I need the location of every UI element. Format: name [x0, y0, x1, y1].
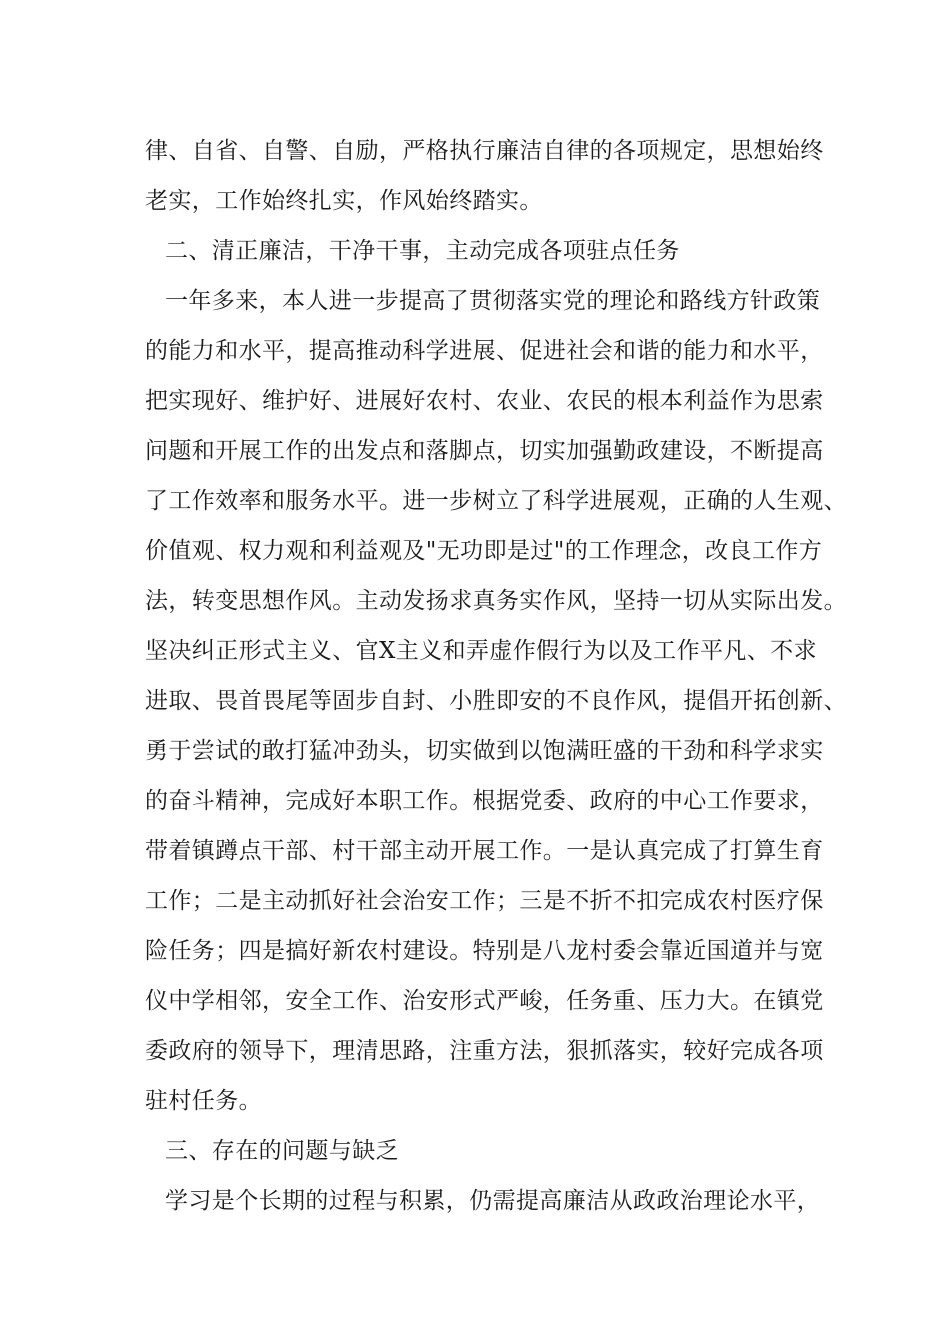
- text-line: 仪中学相邻，安全工作、治安形式严峻，任务重、压力大。在镇党: [145, 988, 824, 1014]
- text-line: 法，转变思想作风。主动发扬求真务实作风，坚持一切从实际出发。: [145, 588, 847, 614]
- text-line: 进取、畏首畏尾等固步自封、小胜即安的不良作风，提倡开拓创新、: [145, 688, 847, 714]
- text-line: 委政府的领导下，理清思路，注重方法，狠抓落实，较好完成各项: [145, 1038, 824, 1064]
- section-heading: 三、存在的问题与缺乏: [165, 1138, 399, 1164]
- text-line: 坚决纠正形式主义、官Ⅹ主义和弄虚作假行为以及工作平凡、不求: [145, 638, 817, 664]
- text-line: 老实，工作始终扎实，作风始终踏实。: [145, 188, 543, 214]
- text-line: 驻村任务。: [145, 1088, 262, 1114]
- text-line: 一年多来，本人进一步提高了贯彻落实党的理论和路线方针政策: [165, 288, 821, 314]
- text-line: 学习是个长期的过程与积累，仍需提高廉洁从政政治理论水平，: [165, 1188, 821, 1214]
- text-line: 勇于尝试的敢打猛冲劲头，切实做到以饱满旺盛的干劲和科学求实: [145, 738, 824, 764]
- text-line: 险任务；四是搞好新农村建设。特别是八龙村委会靠近国道并与宽: [145, 938, 824, 964]
- text-line: 的奋斗精神，完成好本职工作。根据党委、政府的中心工作要求，: [145, 788, 824, 814]
- text-line: 带着镇蹲点干部、村干部主动开展工作。一是认真完成了打算生育: [145, 838, 824, 864]
- text-line: 工作；二是主动抓好社会治安工作；三是不折不扣完成农村医疗保: [145, 888, 824, 914]
- section-heading: 二、清正廉洁，干净干事，主动完成各项驻点任务: [165, 238, 680, 264]
- text-line: 了工作效率和服务水平。进一步树立了科学进展观，正确的人生观、: [145, 488, 847, 514]
- text-line: 把实现好、维护好、进展好农村、农业、农民的根本利益作为思索: [145, 388, 824, 414]
- text-line: 的能力和水平，提高推动科学进展、促进社会和谐的能力和水平，: [145, 338, 824, 364]
- text-line: 律、自省、自警、自励，严格执行廉洁自律的各项规定，思想始终: [145, 138, 824, 164]
- text-line: 价值观、权力观和利益观及"无功即是过"的工作理念，改良工作方: [145, 538, 823, 564]
- text-line: 问题和开展工作的出发点和落脚点，切实加强勤政建设，不断提高: [145, 438, 824, 464]
